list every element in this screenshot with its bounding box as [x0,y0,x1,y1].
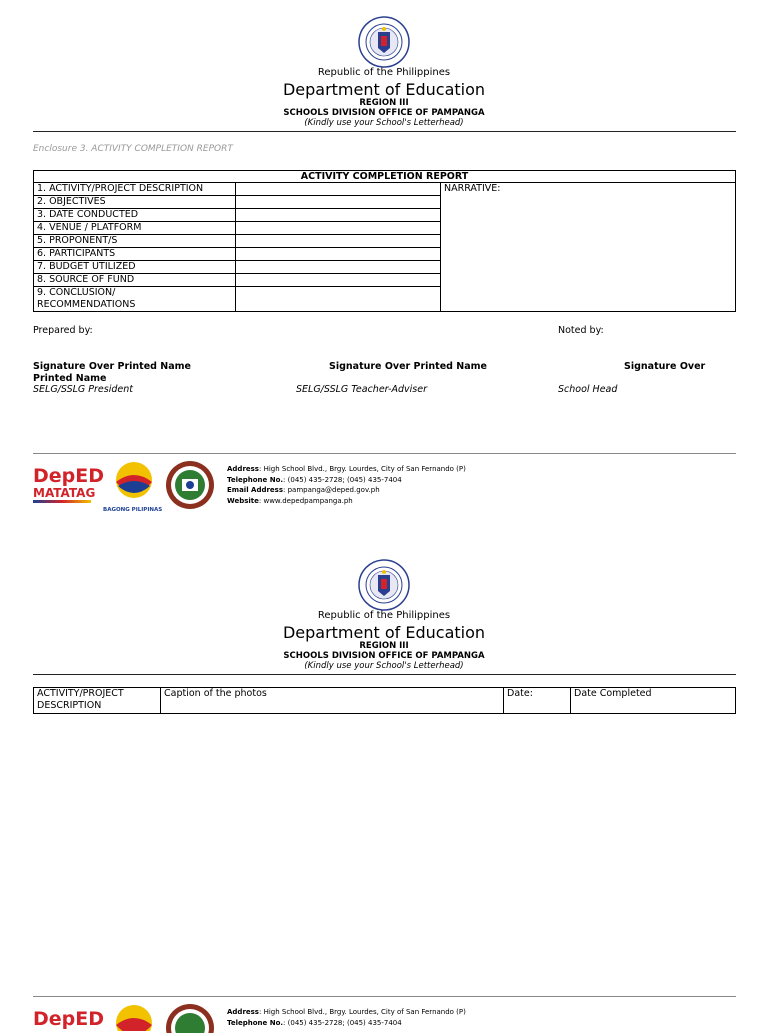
report-row-value[interactable] [236,235,441,248]
signature-line-2: Signature Over Printed Name [329,361,487,372]
footer-rule [33,996,736,997]
footer-contact: Address: High School Blvd., Brgy. Lourdes, City of San Fernando (P) Telephone No.: (045) 435-2728; (045) 435-7404 Email Address: pampanga@deped.gov.ph Website: www.depedpampanga.ph [227,465,466,505]
deped-seal-icon [358,16,410,68]
report-row-label: 8. SOURCE OF FUND [34,274,236,287]
report-row-value[interactable] [236,274,441,287]
republic-text: Republic of the Philippines [317,67,451,78]
report-row-label: 5. PROPONENT/S [34,235,236,248]
report-row-label: 1. ACTIVITY/PROJECT DESCRIPTION [34,183,236,196]
division-seal-icon [165,1003,215,1033]
letterhead-note: (Kindly use your School's Letterhead) [304,661,464,671]
signature-line-3: Signature Over [624,361,706,372]
bagong-pilipinas-logo-icon [108,458,160,508]
letterhead-note: (Kindly use your School's Letterhead) [304,118,464,128]
header-rule [33,131,736,132]
report-row-value[interactable] [236,261,441,274]
republic-text: Republic of the Philippines [317,610,451,621]
caption-header: Caption of the photos [161,688,504,714]
noted-by-label: Noted by: [558,325,604,336]
report-title: ACTIVITY COMPLETION REPORT [34,171,736,183]
report-row-value[interactable] [236,287,441,312]
report-row-value[interactable] [236,222,441,235]
deped-matatag-logo: DepED MATATAG [33,466,95,516]
photo-caption-table [33,687,736,714]
deped-matatag-logo: DepED [33,1008,105,1030]
division-seal-icon [165,460,215,510]
bagong-pilipinas-text: BAGONG PILIPINAS [103,507,163,513]
narrative-label: NARRATIVE: [444,183,501,194]
prepared-by-label: Prepared by: [33,325,93,336]
bagong-pilipinas-logo-icon [108,1001,160,1031]
date-completed-header: Date Completed [571,688,736,714]
enclosure-label: Enclosure 3. ACTIVITY COMPLETION REPORT [33,144,233,154]
header-rule [33,674,736,675]
footer-rule [33,453,736,454]
report-row-value[interactable] [236,248,441,261]
report-row-label: 6. PARTICIPANTS [34,248,236,261]
region-text: REGION III [359,641,409,651]
office-text: SCHOOLS DIVISION OFFICE OF PAMPANGA [283,108,485,118]
deped-seal-icon [358,559,410,611]
narrative-cell[interactable] [441,183,736,312]
department-title: Department of Education [282,623,486,642]
footer-contact: Address: High School Blvd., Brgy. Lourdes, City of San Fernando (P) Telephone No.: (045) 435-2728; (045) 435-7404 [227,1008,466,1027]
activity-report-table [33,170,736,312]
report-row-value[interactable] [236,209,441,222]
report-row-label: 3. DATE CONDUCTED [34,209,236,222]
role-president: SELG/SSLG President [33,384,133,395]
date-header: Date: [504,688,571,714]
department-title: Department of Education [282,80,486,99]
signature-line-1-cont: Printed Name [33,373,107,384]
report-row-label: 7. BUDGET UTILIZED [34,261,236,274]
report-row-value[interactable] [236,183,441,196]
office-text: SCHOOLS DIVISION OFFICE OF PAMPANGA [283,651,485,661]
region-text: REGION III [359,98,409,108]
report-row-value[interactable] [236,196,441,209]
signature-line-1: Signature Over Printed Name [33,361,191,372]
report-row-label: 4. VENUE / PLATFORM [34,222,236,235]
role-adviser: SELG/SSLG Teacher-Adviser [296,384,427,395]
role-school-head: School Head [558,384,618,395]
report-row-label: 9. CONCLUSION/ RECOMMENDATIONS [34,287,236,312]
report-row-label: 2. OBJECTIVES [34,196,236,209]
activity-description-header: ACTIVITY/PROJECT DESCRIPTION [34,688,161,714]
